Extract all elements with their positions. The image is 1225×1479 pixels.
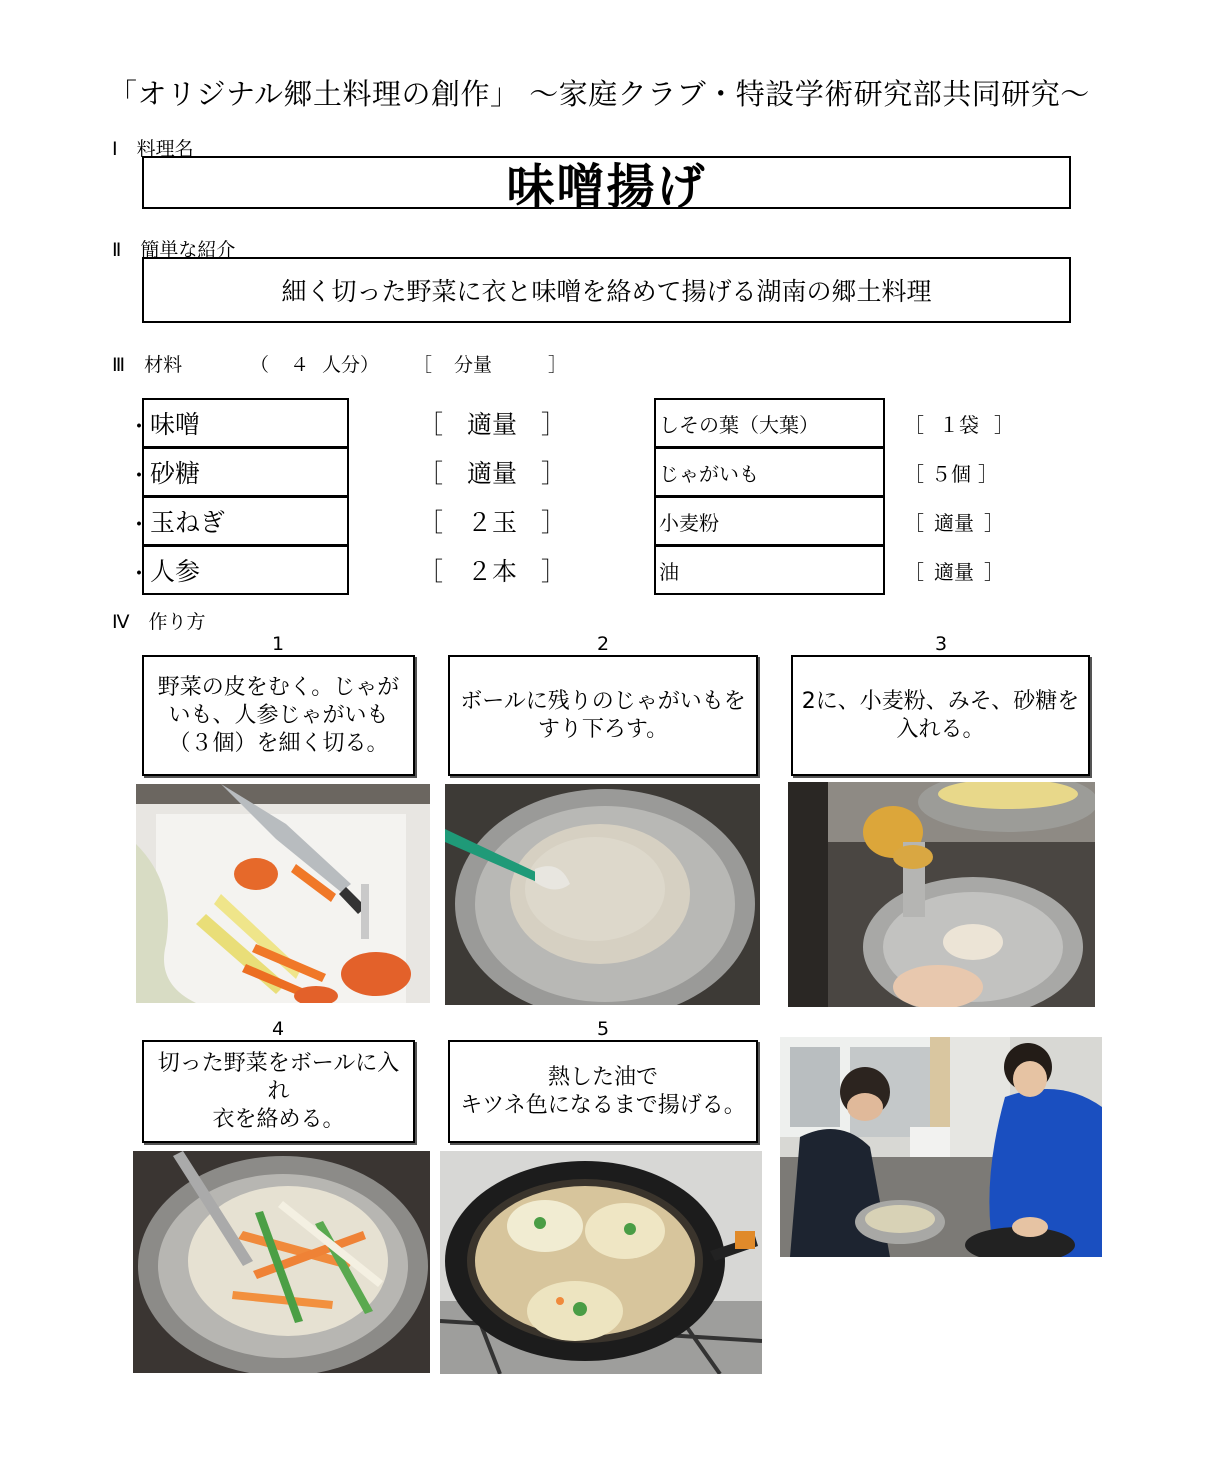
step-box <box>142 1040 415 1143</box>
bracket-close: ］ <box>540 508 566 537</box>
bracket-close: ］ <box>984 510 1004 535</box>
step-number: 1 <box>271 633 285 655</box>
step-number: 5 <box>596 1018 610 1040</box>
ingredient-qty <box>418 545 566 595</box>
ingredient-name: じゃがいも <box>659 461 759 486</box>
bracket-open: ［ <box>904 559 924 584</box>
ingredient-qty <box>418 398 566 448</box>
frying-pan-photo <box>440 1151 762 1374</box>
dish-name: 味噌揚げ <box>506 159 707 215</box>
bracket-close: ］ <box>540 410 566 439</box>
bracket-open: ［ <box>904 510 924 535</box>
mixing-batter-photo <box>133 1151 430 1373</box>
bracket-close: ］ <box>978 461 998 486</box>
amount-open: ［ <box>413 354 433 376</box>
bullet: ・ <box>128 562 151 587</box>
ingredient-name-box <box>654 447 885 497</box>
bracket-open: ［ <box>418 459 444 488</box>
step-text: ボールに残りのじゃがいもをすり下ろす。 <box>460 688 746 742</box>
step-text: 野菜の皮をむく。じゃがいも、人参じゃがいも（３個）を細く切る。 <box>157 674 400 756</box>
step-number: 2 <box>596 633 610 655</box>
amount-label: 分量 <box>454 354 493 376</box>
bracket-open: ［ <box>904 412 924 437</box>
qty-value: 適量 <box>934 559 974 584</box>
ingredient-name-box <box>142 447 349 497</box>
ingredient-name-box <box>654 545 885 595</box>
ingredient-qty <box>904 447 998 497</box>
step-text: 熱した油で キツネ色になるまで揚げる。 <box>460 1064 746 1118</box>
bracket-open: ［ <box>418 557 444 586</box>
qty-value: 適量 <box>466 459 517 488</box>
ingredient-name: 味噌 <box>150 410 201 439</box>
ingredient-qty <box>904 545 1004 595</box>
step-box <box>791 655 1090 776</box>
bracket-close: ］ <box>540 557 566 586</box>
ingredient-name-box <box>142 545 349 595</box>
ingredient-name: しその葉（大葉） <box>659 412 819 437</box>
ingredient-name: 油 <box>659 559 679 584</box>
dish-name-box <box>142 156 1071 215</box>
amount-close: ］ <box>548 354 568 376</box>
ingredient-name-box <box>142 496 349 546</box>
bullet: ・ <box>128 464 151 489</box>
step-number: 3 <box>934 633 948 655</box>
step-box <box>448 655 758 776</box>
bracket-close: ］ <box>994 412 1014 437</box>
qty-value: ２本 <box>466 557 517 586</box>
intro-text: 細く切った野菜に衣と味噌を絡めて揚げる湖南の郷土料理 <box>281 277 932 306</box>
ingredient-name: 人参 <box>150 557 201 586</box>
step-text: 切った野菜をボールに入れ 衣を絡める。 <box>157 1050 400 1132</box>
bracket-open: ［ <box>418 410 444 439</box>
step-number: 4 <box>271 1018 285 1040</box>
ingredient-qty <box>904 496 1004 546</box>
bracket-close: ］ <box>540 459 566 488</box>
cutting-vegetables-photo <box>136 784 430 1003</box>
qty-value: 適量 <box>466 410 517 439</box>
bullet: ・ <box>128 513 151 538</box>
ingredient-name-box <box>654 496 885 546</box>
servings-unit: 人分） <box>322 354 380 376</box>
bracket-open: ［ <box>418 508 444 537</box>
bracket-open: ［ <box>904 461 924 486</box>
ingredient-name-box <box>142 398 349 448</box>
qty-value: ５個 <box>931 461 971 486</box>
step-box <box>142 655 415 776</box>
servings-open: （ <box>250 354 270 376</box>
grated-potato-bowl-photo <box>445 784 760 1005</box>
ingredient-qty <box>418 447 566 497</box>
bullet: ・ <box>128 415 151 440</box>
qty-value: ２玉 <box>466 508 517 537</box>
servings-number: ４ <box>290 354 310 376</box>
bracket-close: ］ <box>984 559 1004 584</box>
section-intro-label: Ⅱ 簡単な紹介 <box>112 239 236 261</box>
step-text: 2に、小麦粉、みそ、砂糖を入れる。 <box>801 688 1080 742</box>
students-cooking-photo <box>780 1037 1102 1257</box>
ingredient-qty <box>904 398 1014 448</box>
ingredient-name: 小麦粉 <box>659 510 719 535</box>
step-box <box>448 1040 758 1143</box>
section-materials-label: Ⅲ 材料 <box>112 354 183 376</box>
ingredient-name-box <box>654 398 885 448</box>
intro-box <box>142 257 1071 323</box>
ingredient-name: 砂糖 <box>150 459 201 488</box>
section-method-label: Ⅳ 作り方 <box>112 611 206 633</box>
adding-seasoning-photo <box>788 782 1095 1007</box>
ingredient-name: 玉ねぎ <box>150 508 226 537</box>
qty-value: 適量 <box>934 510 974 535</box>
ingredient-qty <box>418 496 566 546</box>
qty-value: １袋 <box>939 412 979 437</box>
page-title: 「オリジナル郷土料理の創作」 ～家庭クラブ・特設学術研究部共同研究～ <box>108 77 1090 111</box>
section-dish-name-label: Ⅰ 料理名 <box>112 138 194 160</box>
